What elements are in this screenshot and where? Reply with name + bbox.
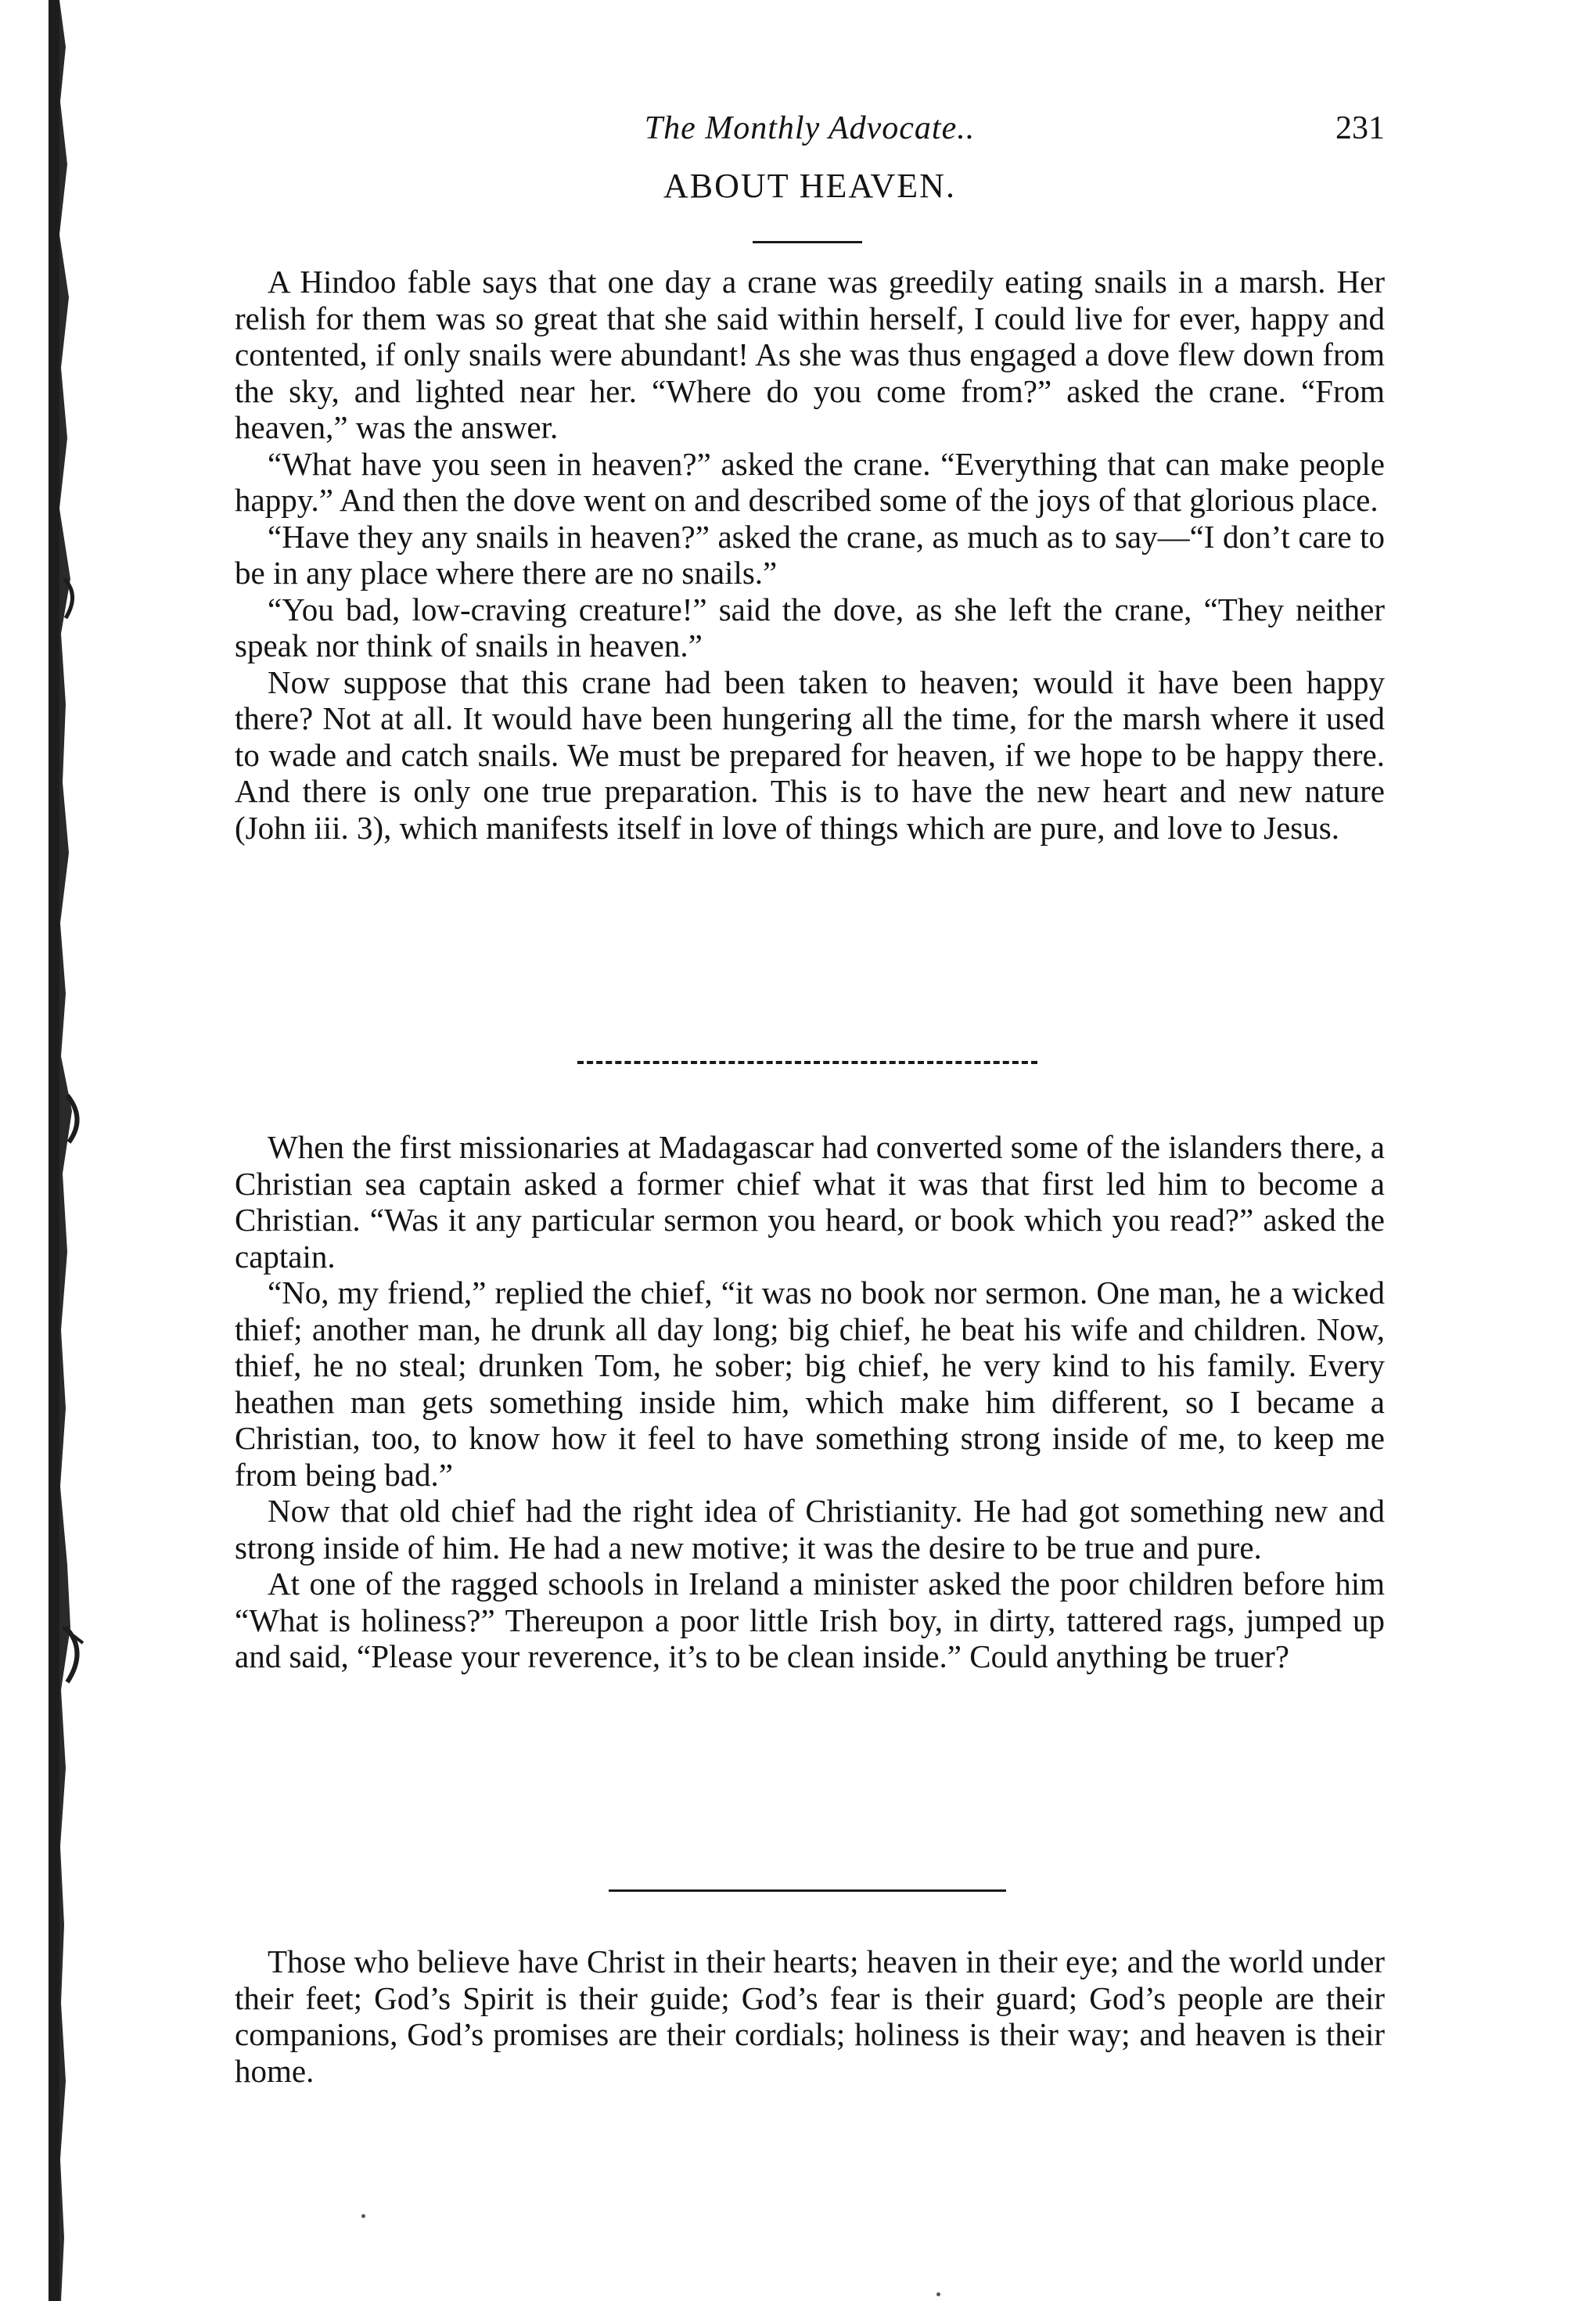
title-rule <box>753 241 862 243</box>
paragraph: “What have you seen in heaven?” asked the crane. “Everything that can make people happy.” And then the dove went on and described some of the joys of that glorious place. <box>235 445 1385 518</box>
print-speck <box>361 2214 365 2218</box>
paragraph: “Have they any snails in heaven?” asked the crane, as much as to say—“I don’t care to be in any place where there are no snails.” <box>235 518 1385 591</box>
paragraph: “No, my friend,” replied the chief, “it was no book nor sermon. One man, he a wicked thief; another man, he drunk all day long; big chief, he beat his wife and children. Now, thief, he no steal; drunken Tom, he sober; big chief, he very kind to his family. Every heathen man gets something inside him, which make him different, so I became a Christian, too, to know how it feel to have something strong inside of me, to keep me from being bad.” <box>235 1275 1385 1493</box>
page-number: 231 <box>1335 110 1385 146</box>
heaven-article <box>235 264 1385 846</box>
paragraph: Those who believe have Christ in their hearts; heaven in their eye; and the world under their feet; God’s Spirit is their guide; God’s fear is their guard; God’s people are their companions, God’s promises are their cordials; holiness is their way; and heaven is their home. <box>235 1943 1385 2089</box>
binding-edge <box>49 0 95 2301</box>
paragraph: A Hindoo fable says that one day a crane was greedily eating snails in a marsh. Her relish for them was so great that she said within herself, I could live for ever, happy and contented, if only snails were abundant! As she was thus engaged a dove flew down from the sky, and lighted near her. “Where do you come from?” asked the crane. “From heaven,” was the answer. <box>235 264 1385 445</box>
paragraph: “You bad, low-craving creature!” said the dove, as she left the crane, “They neither speak nor think of snails in heaven.” <box>235 591 1385 663</box>
running-title: The Monthly Advocate.. <box>644 110 976 146</box>
section-divider <box>577 1061 1037 1064</box>
believers-article <box>235 1943 1385 2089</box>
paragraph: Now suppose that this crane had been taken to heaven; would it have been happy there? Not at all. It would have been hungering all the time, for the marsh where it used to wade and catch snails. We must be prepared for heaven, if we hope to be happy there. And there is only one true preparation. This is to have the new heart and new nature (John iii. 3), which manifests itself in love of things which are pure, and love to Jesus. <box>235 663 1385 846</box>
section-divider <box>609 1889 1006 1892</box>
print-speck <box>936 2292 940 2296</box>
paragraph: Now that old chief had the right idea of Christianity. He had got something new and strong inside of him. He had a new motive; it was the desire to be true and pure. <box>235 1493 1385 1566</box>
madagascar-article <box>235 1129 1385 1675</box>
paragraph: At one of the ragged schools in Ireland a minister asked the poor children before him “What is holiness?” Thereupon a poor little Irish boy, in dirty, tattered rags, jumped up and said, “Please your reverence, it’s to be clean inside.” Could anything be truer? <box>235 1566 1385 1674</box>
running-header <box>235 110 1385 164</box>
paragraph: When the first missionaries at Madagascar had converted some of the islanders there, a Christian sea captain asked a former chief what it was that first led him to become a Christian. “Was it any particular sermon you heard, or book which you read?” asked the captain. <box>235 1129 1385 1275</box>
article-title: ABOUT HEAVEN. <box>663 167 956 205</box>
